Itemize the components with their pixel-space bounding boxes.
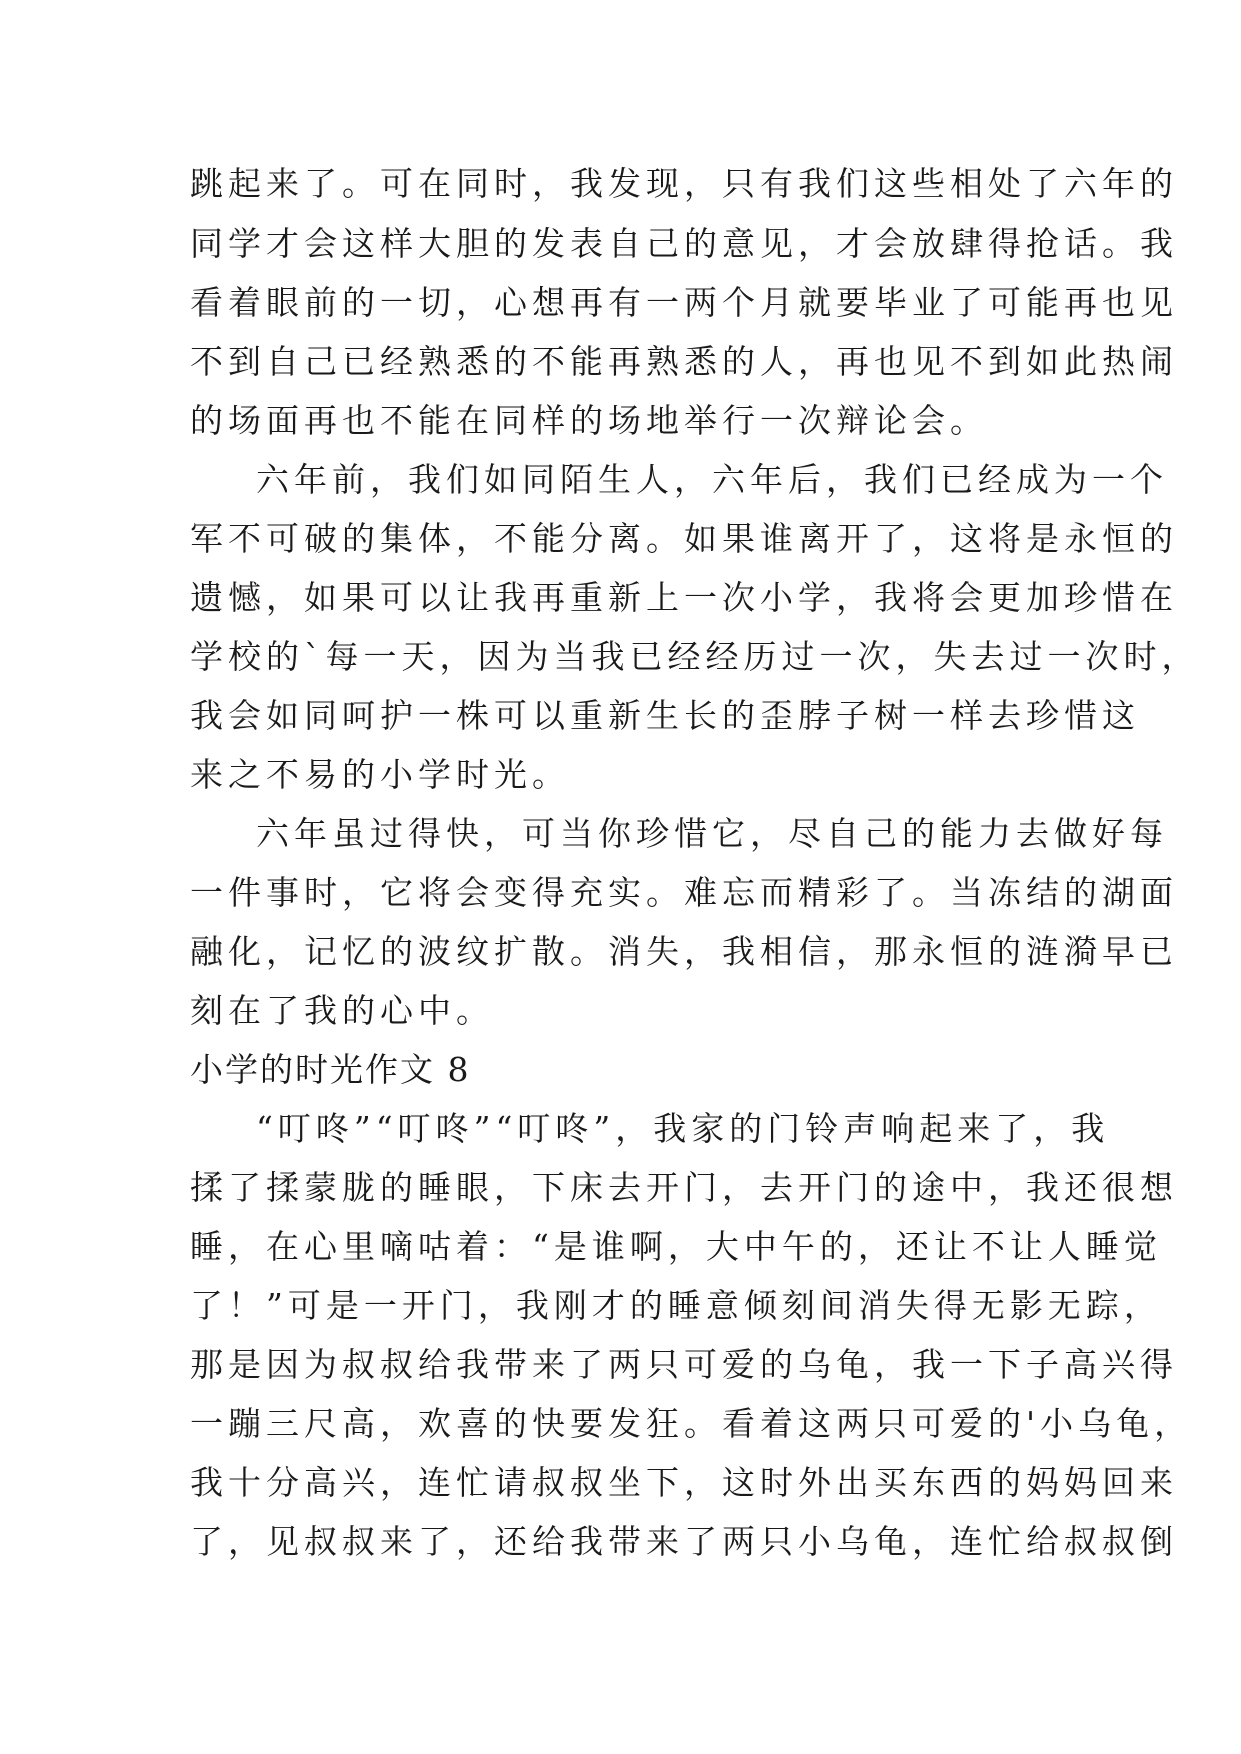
text-line: 的场面再也不能在同样的场地举行一次辩论会。: [190, 401, 988, 440]
text-line: 同学才会这样大胆的发表自己的意见，才会放肆得抢话。我: [190, 224, 1178, 263]
text-line: 不到自己已经熟悉的不能再熟悉的人，再也见不到如此热闹: [190, 342, 1178, 381]
paragraph-first-line: “叮咚”“叮咚”“叮咚”，我家的门铃声响起来了，我: [256, 1109, 1110, 1148]
text-line: 来之不易的小学时光。: [190, 755, 570, 794]
text-line: 睡，在心里嘀咕着：“是谁啊，大中午的，还让不让人睡觉: [190, 1227, 1162, 1266]
text-line: 了！”可是一开门，我刚才的睡意倾刻间消失得无影无踪，: [190, 1286, 1162, 1325]
text-line: 刻在了我的心中。: [190, 991, 494, 1030]
text-line: 看着眼前的一切，心想再有一两个月就要毕业了可能再也见: [190, 283, 1178, 322]
text-line: 军不可破的集体，不能分离。如果谁离开了，这将是永恒的: [190, 519, 1178, 558]
text-line: 跳起来了。可在同时，我发现，只有我们这些相处了六年的: [190, 164, 1178, 203]
text-line: 了，见叔叔来了，还给我带来了两只小乌龟，连忙给叔叔倒: [190, 1522, 1178, 1561]
text-line: 一蹦三尺高，欢喜的快要发狂。看着这两只可爱的'小乌龟，: [190, 1404, 1193, 1443]
paragraph-first-line: 六年虽过得快，可当你珍惜它，尽自己的能力去做好每: [256, 814, 1168, 853]
text-line: 融化，记忆的波纹扩散。消失，我相信，那永恒的涟漪早已: [190, 932, 1178, 971]
text-line: 我十分高兴，连忙请叔叔坐下，这时外出买东西的妈妈回来: [190, 1463, 1178, 1502]
text-line: 那是因为叔叔给我带来了两只可爱的乌龟，我一下子高兴得: [190, 1345, 1178, 1384]
section-heading: 小学的时光作文 8: [190, 1050, 471, 1089]
text-line: 一件事时，它将会变得充实。难忘而精彩了。当冻结的湖面: [190, 873, 1178, 912]
text-line: 遗憾，如果可以让我再重新上一次小学，我将会更加珍惜在: [190, 578, 1178, 617]
text-line: 我会如同呵护一株可以重新生长的歪脖子树一样去珍惜这: [190, 696, 1140, 735]
text-line: 学校的`每一天，因为当我已经经历过一次，失去过一次时，: [190, 637, 1200, 676]
text-line: 揉了揉蒙胧的睡眼，下床去开门，去开门的途中，我还很想: [190, 1168, 1178, 1207]
paragraph-first-line: 六年前，我们如同陌生人，六年后，我们已经成为一个: [256, 460, 1168, 499]
